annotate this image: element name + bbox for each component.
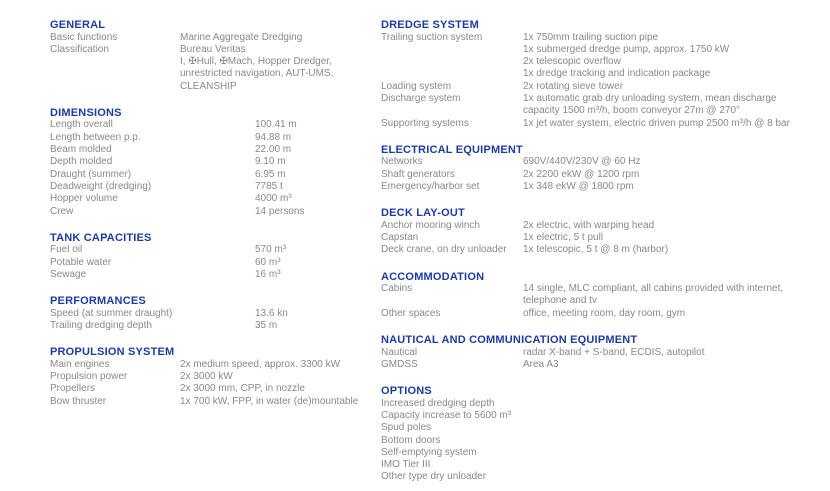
section-heading: DECK LAY-OUT (381, 207, 465, 220)
spec-row (381, 169, 830, 181)
spec-label: Networks (381, 156, 423, 168)
spec-value: 1x submerged dredge pump, approx. 1750 kW (523, 43, 730, 55)
spec-value: 16 m³ (255, 268, 281, 280)
spec-label: Other spaces (381, 307, 441, 319)
spec-row (50, 68, 381, 80)
spec-row (50, 81, 381, 93)
section-heading: PROPULSION SYSTEM (50, 346, 175, 359)
spec-value: Marine Aggregate Dredging (180, 31, 303, 43)
spec-label: Depth molded (50, 156, 113, 168)
section-heading: ELECTRICAL EQUIPMENT (381, 143, 523, 156)
section-options (381, 385, 830, 484)
spec-label (381, 68, 523, 80)
spec-row (381, 56, 830, 68)
spec-value (523, 422, 830, 434)
section-dimensions (50, 107, 381, 218)
spec-label: IMO Tier III (381, 459, 431, 471)
spec-label: Capstan (381, 232, 419, 244)
spec-row (381, 347, 830, 359)
spec-label: Propulsion power (50, 371, 128, 383)
spec-label (381, 44, 523, 56)
spec-label: Draught (summer) (50, 168, 132, 180)
spec-label (50, 81, 180, 93)
spec-value: 690V/440V/230V @ 60 Hz (523, 156, 641, 168)
spec-row (50, 44, 381, 56)
spec-row (381, 435, 830, 447)
spec-row (381, 105, 830, 117)
spec-row (50, 132, 381, 144)
spec-row (381, 359, 830, 371)
spec-value: office, meeting room, day room, gym (523, 307, 686, 319)
spec-label: Bottom doors (381, 434, 441, 446)
section-performances (50, 295, 381, 332)
spec-value: 100.41 m (255, 119, 297, 131)
spec-row (50, 119, 381, 131)
section-heading: OPTIONS (381, 385, 432, 398)
spec-value: 14 single, MLC compliant, all cabins provided with internet, (523, 283, 784, 295)
spec-label: Deck crane, on dry unloader (381, 244, 507, 256)
spec-value: 2x electric, with warping head (523, 219, 655, 231)
spec-value: unrestricted navigation, AUT-UMS, (180, 68, 334, 80)
spec-value: 1x 700 kW, FPP, in water (de)mountable (180, 395, 359, 407)
spec-row (381, 232, 830, 244)
spec-row (50, 308, 381, 320)
spec-label: Propellers (50, 383, 96, 395)
right-column (381, 19, 830, 491)
spec-row (50, 244, 381, 256)
spec-value: telephone and tv (523, 295, 597, 307)
spec-label: Nautical (381, 346, 418, 358)
spec-row (381, 93, 830, 105)
spec-row (50, 56, 381, 68)
spec-label: Self-emptying system (381, 446, 477, 458)
spec-label: Hopper volume (50, 193, 118, 205)
spec-row (50, 371, 381, 383)
spec-row (381, 44, 830, 56)
spec-value (523, 398, 830, 410)
section-heading: DIMENSIONS (50, 106, 122, 119)
spec-row (381, 68, 830, 80)
spec-row (50, 32, 381, 44)
spec-label: Main engines (50, 358, 110, 370)
spec-value: 22.00 m (255, 144, 292, 156)
spec-value: 1x jet water system, electric driven pump 2500 m³/h @ 8 bar (523, 117, 790, 129)
spec-value (523, 459, 830, 471)
spec-value: 1x 348 ekW @ 1800 rpm (523, 180, 634, 192)
spec-label: Supporting systems (381, 117, 469, 129)
spec-label: Length overall (50, 119, 113, 131)
spec-label (50, 56, 180, 68)
section-accommodation (381, 271, 830, 320)
spec-row (50, 181, 381, 193)
spec-row (50, 320, 381, 332)
spec-label: Basic functions (50, 31, 118, 43)
spec-label: Other type dry unloader (381, 471, 487, 483)
spec-label: Crew (50, 205, 74, 217)
spec-row (381, 398, 830, 410)
spec-value: 2x rotating sieve tower (523, 80, 624, 92)
spec-row (50, 396, 381, 408)
spec-value (523, 435, 830, 447)
spec-label (381, 56, 523, 68)
section-tank-capacities (50, 232, 381, 281)
spec-row (381, 156, 830, 168)
spec-label: Shaft generators (381, 168, 455, 180)
section-nautical-and-communication-equipment (381, 334, 830, 371)
section-heading: NAUTICAL AND COMMUNICATION EQUIPMENT (381, 334, 638, 347)
section-heading: PERFORMANCES (50, 295, 146, 308)
spec-value: 7785 t (255, 180, 283, 192)
spec-value: radar X-band + S-band, ECDIS, autopilot (523, 346, 705, 358)
spec-row (381, 410, 830, 422)
spec-value: capacity 1500 m³/h, boom conveyor 27m @ 270° (523, 105, 741, 117)
spec-value: 1x electric, 5 t pull (523, 232, 604, 244)
spec-label: Length between p.p. (50, 131, 141, 143)
spec-label: Increased dredging depth (381, 397, 495, 409)
spec-label: Speed (at summer draught) (50, 307, 173, 319)
spec-label: Cabins (381, 283, 413, 295)
spec-value: 2x telescopic overflow (523, 56, 621, 68)
spec-row (381, 422, 830, 434)
spec-label: Trailing suction system (381, 31, 483, 43)
spec-value: 570 m³ (255, 244, 287, 256)
spec-row (381, 283, 830, 295)
section-general (50, 19, 381, 93)
spec-row (381, 118, 830, 130)
spec-value: 13.6 kn (255, 307, 288, 319)
spec-label: Spud poles (381, 422, 432, 434)
spec-value: 6.95 m (255, 168, 286, 180)
spec-label (50, 68, 180, 80)
spec-row (381, 181, 830, 193)
spec-value: Bureau Veritas (180, 43, 246, 55)
spec-label: Fuel oil (50, 244, 83, 256)
spec-row (50, 206, 381, 218)
spec-row (50, 257, 381, 269)
spec-row (50, 359, 381, 371)
spec-value (523, 447, 830, 459)
section-deck-lay-out (381, 207, 830, 256)
spec-row (50, 169, 381, 181)
spec-value: CLEANSHIP (180, 80, 237, 92)
spec-row (50, 144, 381, 156)
section-heading: ACCOMMODATION (381, 270, 485, 283)
spec-value: 2x 3000 mm, CPP, in nozzle (180, 383, 305, 395)
spec-label: Beam molded (50, 144, 112, 156)
spec-value: 35 m (255, 320, 278, 332)
spec-row (381, 295, 830, 307)
spec-value: 60 m³ (255, 256, 281, 268)
spec-row (381, 459, 830, 471)
spec-label: GMDSS (381, 358, 418, 370)
left-column (50, 19, 381, 491)
spec-row (381, 447, 830, 459)
spec-value: I, ✠Hull, ✠Mach, Hopper Dredger, (180, 56, 332, 68)
spec-row (381, 81, 830, 93)
spec-value: 2x 2200 ekW @ 1200 rpm (523, 168, 640, 180)
spec-label: Anchor mooring winch (381, 219, 480, 231)
spec-value: 14 persons (255, 205, 305, 217)
spec-label: Capacity increase to 5600 m³ (381, 409, 512, 421)
spec-value: 1x telescopic, 5 t @ 8 m (harbor) (523, 244, 669, 256)
section-heading: DREDGE SYSTEM (381, 19, 479, 31)
spec-value: 4000 m³ (255, 193, 292, 205)
spec-label: Potable water (50, 256, 112, 268)
spec-value: 1x 750mm trailing suction pipe (523, 31, 659, 43)
spec-row (381, 308, 830, 320)
spec-label: Bow thruster (50, 395, 107, 407)
spec-value: 2x medium speed, approx. 3300 kW (180, 358, 341, 370)
spec-value (523, 410, 830, 422)
spec-value: 1x automatic grab dry unloading system, mean discharge (523, 92, 777, 104)
spec-row (381, 220, 830, 232)
spec-label: Deadweight (dredging) (50, 180, 152, 192)
spec-label: Classification (50, 43, 109, 55)
spec-label (381, 105, 523, 117)
spec-label: Emergency/harbor set (381, 180, 480, 192)
spec-label: Loading system (381, 80, 452, 92)
spec-row (50, 193, 381, 205)
spec-row (50, 156, 381, 168)
spec-value: Area A3 (523, 358, 559, 370)
spec-label (381, 295, 523, 307)
spec-value: 2x 3000 kW (180, 371, 233, 383)
spec-row (50, 269, 381, 281)
spec-label: Sewage (50, 268, 87, 280)
section-heading: TANK CAPACITIES (50, 231, 152, 244)
spec-row (381, 244, 830, 256)
section-dredge-system (381, 19, 830, 130)
spec-row (381, 32, 830, 44)
spec-value (523, 471, 830, 483)
spec-row (381, 471, 830, 483)
spec-value: 1x dredge tracking and indication package (523, 68, 711, 80)
spec-value: 9.10 m (255, 156, 286, 168)
spec-value: 94.88 m (255, 131, 292, 143)
section-propulsion-system (50, 346, 381, 408)
spec-label: Discharge system (381, 92, 461, 104)
spec-label: Trailing dredging depth (50, 320, 152, 332)
section-electrical-equipment (381, 144, 830, 193)
spec-row (50, 383, 381, 395)
section-heading: GENERAL (50, 19, 106, 31)
